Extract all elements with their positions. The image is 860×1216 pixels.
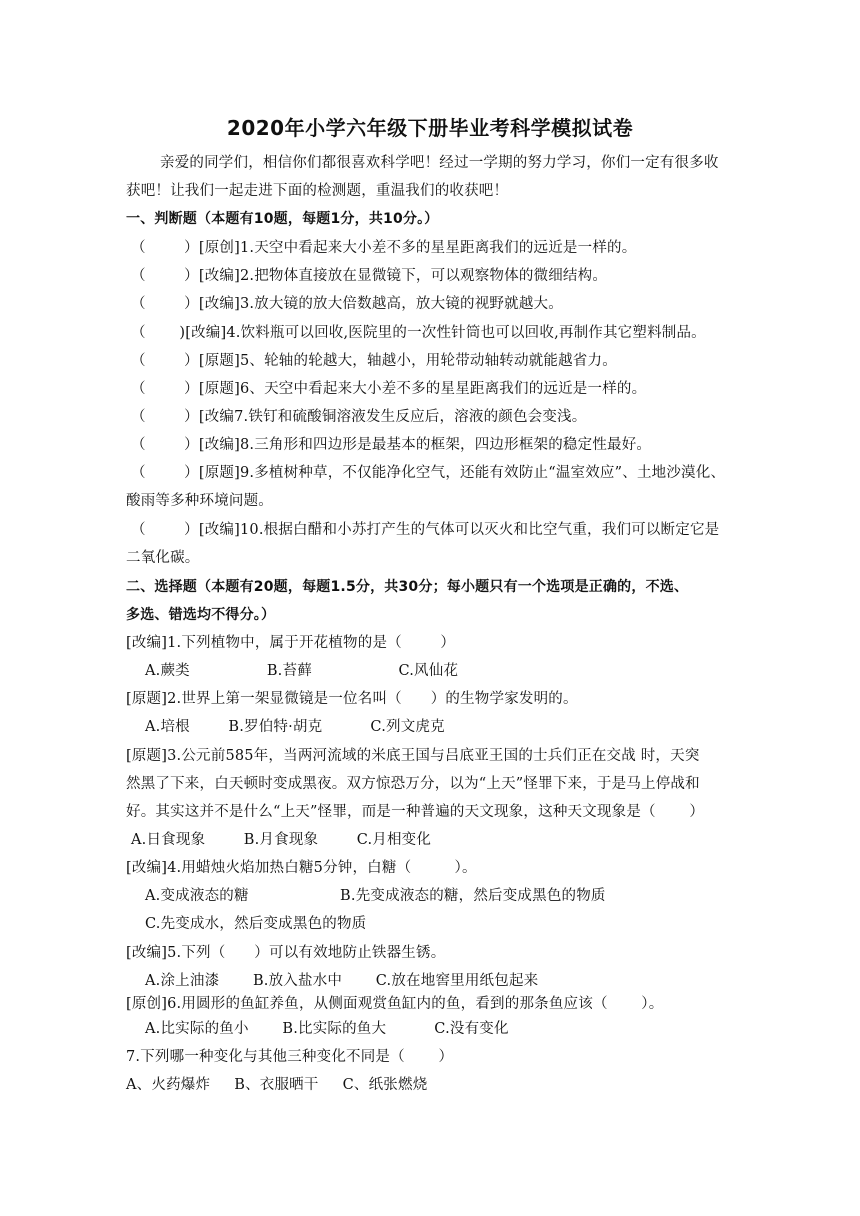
question-stem: 7.下列哪一种变化与其他三种变化不同是（ ） bbox=[126, 1049, 454, 1065]
judgment-item: （ ）[原创]1.天空中看起来大小差不多的星星距离我们的远近是一样的。 bbox=[131, 240, 637, 256]
question-stem: 好。其实这并不是什么“上天”怪罪，而是一种普遍的天文现象，这种天文现象是（ ） bbox=[126, 804, 705, 820]
question-stem: [改编]1.下列植物中，属于开花植物的是（ ） bbox=[126, 635, 456, 651]
judgment-item: （ ）[改编]2.把物体直接放在显微镜下，可以观察物体的微细结构。 bbox=[131, 268, 608, 284]
intro-line: 获吧！让我们一起走进下面的检测题，重温我们的收获吧！ bbox=[126, 183, 509, 199]
judgment-item: （ ）[原题]6、天空中看起来大小差不多的星星距离我们的远近是一样的。 bbox=[131, 381, 647, 397]
judgment-item: （ ）[原题]9.多植树种草，不仅能净化空气，还能有效防止“温室效应”、土地沙漠化、 bbox=[131, 465, 726, 481]
section-heading: 二、选择题（本题有20题，每题1.5分，共30分；每小题只有一个选项是正确的，不选、 bbox=[126, 579, 689, 595]
section-heading: 一、判断题（本题有10题，每题1分，共10分。） bbox=[126, 211, 439, 227]
page-title: 2020年小学六年级下册毕业考科学模拟试卷 bbox=[226, 116, 634, 140]
judgment-item: （ ）[改编]10.根据白醋和小苏打产生的气体可以灭火和比空气重，我们可以断定它是 bbox=[131, 522, 720, 538]
question-stem: [原题]3.公元前585年，当两河流域的米底王国与吕底亚王国的士兵们正在交战 时，天突 bbox=[126, 748, 700, 764]
judgment-item-continued: 二氧化碳。 bbox=[126, 550, 200, 566]
question-stem: [改编]4.用蜡烛火焰加热白糖5分钟，白糖（ ）。 bbox=[126, 860, 477, 876]
question-options: A.日食现象 B.月食现象 C.月相变化 bbox=[131, 832, 432, 848]
judgment-item: （ ）[改编7.铁钉和硫酸铜溶液发生反应后，溶液的颜色会变浅。 bbox=[131, 409, 587, 425]
judgment-item-continued: 酸雨等多种环境问题。 bbox=[126, 493, 273, 509]
question-options: A.涂上油漆 B.放入盐水中 C.放在地窖里用纸包起来 bbox=[145, 973, 539, 989]
question-options: C.先变成水，然后变成黑色的物质 bbox=[145, 916, 367, 932]
question-options: A.蕨类 B.苔藓 C.风仙花 bbox=[145, 663, 459, 679]
question-stem: [原创]6.用圆形的鱼缸养鱼，从侧面观赏鱼缸内的鱼，看到的那条鱼应该（ ）。 bbox=[126, 996, 664, 1012]
judgment-item: （ ）[改编]8.三角形和四边形是最基本的框架，四边形框架的稳定性最好。 bbox=[131, 437, 652, 453]
question-options: A.变成液态的糖 B.先变成液态的糖，然后变成黑色的物质 bbox=[145, 888, 606, 904]
question-stem: [原题]2.世界上第一架显微镜是一位名叫（ ）的生物学家发明的。 bbox=[126, 691, 578, 707]
question-stem: 然黑了下来，白天顿时变成黑夜。双方惊恐万分，以为“上天”怪罪下来，于是马上停战和 bbox=[126, 776, 700, 792]
question-stem: [改编]5.下列（ ）可以有效地防止铁器生锈。 bbox=[126, 945, 446, 961]
judgment-item: （ ）[原题]5、轮轴的轮越大，轴越小，用轮带动轴转动就能越省力。 bbox=[131, 353, 617, 369]
question-options: A.比实际的鱼小 B.比实际的鱼大 C.没有变化 bbox=[145, 1021, 509, 1037]
judgment-item: （ )[改编]4.饮料瓶可以回收,医院里的一次性针筒也可以回收,再制作其它塑料制品。 bbox=[131, 325, 706, 341]
section-heading: 多选、错选均不得分。） bbox=[126, 607, 276, 623]
question-options: A、火药爆炸 B、衣服晒干 C、纸张燃烧 bbox=[126, 1077, 428, 1093]
intro-line: 亲爱的同学们，相信你们都很喜欢科学吧！经过一学期的努力学习，你们一定有很多收 bbox=[160, 155, 719, 171]
question-options: A.培根 B.罗伯特·胡克 C.列文虎克 bbox=[145, 719, 445, 735]
judgment-item: （ ）[改编]3.放大镜的放大倍数越高，放大镜的视野就越大。 bbox=[131, 296, 563, 312]
